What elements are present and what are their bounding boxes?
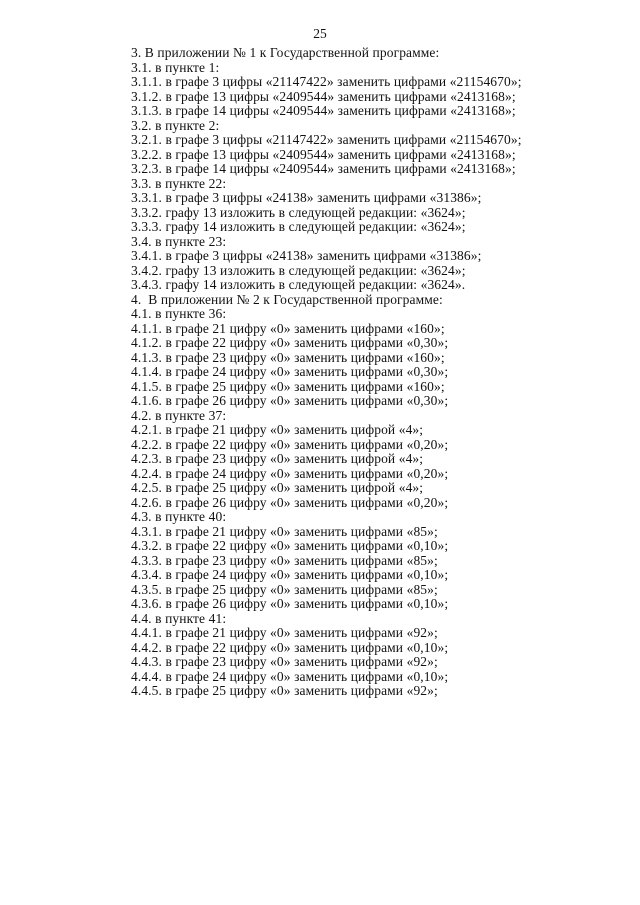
item-3-1-1: 3.1.1. в графе 3 цифры «21147422» заменить цифрами «21154670»;: [131, 74, 522, 89]
item-4-1-2: 4.1.2. в графе 22 цифру «0» заменить цифрами «0,30»;: [131, 335, 449, 350]
item-3-1-3: 3.1.3. в графе 14 цифры «2409544» заменить цифрами «2413168»;: [131, 103, 516, 118]
item-4-1-6: 4.1.6. в графе 26 цифру «0» заменить цифрами «0,30»;: [131, 393, 449, 408]
item-3-3: 3.3. в пункте 22:: [131, 175, 227, 191]
item-3-4-2: 3.4.2. графу 13 изложить в следующей редакции: «3624»;: [131, 262, 466, 278]
item-4-2-4: 4.2.4. в графе 24 цифру «0» заменить цифрами «0,20»;: [131, 465, 449, 481]
item-3-3-1: 3.3.1. в графе 3 цифры «24138» заменить цифрами «31386»;: [131, 190, 482, 205]
item-4-4-3: 4.4.3. в графе 23 цифру «0» заменить цифрами «92»;: [131, 654, 438, 669]
item-3-2: 3.2. в пункте 2:: [131, 117, 220, 133]
section-4-heading: 4. В приложении № 2 к Государственной программе:: [131, 291, 443, 307]
item-4-3-3: 4.3.3. в графе 23 цифру «0» заменить цифрами «85»;: [131, 552, 438, 568]
item-4-4-1: 4.4.1. в графе 21 цифру «0» заменить цифрами «92»;: [131, 625, 438, 640]
section-3-heading: 3. В приложении № 1 к Государственной программе:: [131, 45, 440, 60]
item-4-1-4: 4.1.4. в графе 24 цифру «0» заменить цифрами «0,30»;: [131, 364, 449, 379]
item-3-2-1: 3.2.1. в графе 3 цифры «21147422» заменить цифрами «21154670»;: [131, 132, 522, 147]
item-4-4-2: 4.4.2. в графе 22 цифру «0» заменить цифрами «0,10»;: [131, 639, 449, 655]
item-4-3: 4.3. в пункте 40:: [131, 509, 227, 524]
item-4-1-3: 4.1.3. в графе 23 цифру «0» заменить цифрами «160»;: [131, 349, 445, 365]
item-3-3-3: 3.3.3. графу 14 изложить в следующей редакции: «3624»;: [131, 219, 466, 234]
item-3-2-2: 3.2.2. в графе 13 цифры «2409544» заменить цифрами «2413168»;: [131, 146, 516, 162]
item-4-1: 4.1. в пункте 36:: [131, 306, 227, 321]
item-4-3-6: 4.3.6. в графе 26 цифру «0» заменить цифрами «0,10»;: [131, 596, 449, 611]
item-4-3-1: 4.3.1. в графе 21 цифру «0» заменить цифрами «85»;: [131, 523, 438, 539]
item-4-2-2: 4.2.2. в графе 22 цифру «0» заменить цифрами «0,20»;: [131, 436, 449, 452]
item-3-3-2: 3.3.2. графу 13 изложить в следующей редакции: «3624»;: [131, 204, 466, 220]
page-number: 25: [313, 26, 327, 41]
item-3-1: 3.1. в пункте 1:: [131, 59, 220, 75]
item-4-2-1: 4.2.1. в графе 21 цифру «0» заменить цифрой «4»;: [131, 422, 424, 437]
item-3-4-3: 3.4.3. графу 14 изложить в следующей редакции: «3624».: [131, 277, 466, 292]
item-4-2-3: 4.2.3. в графе 23 цифру «0» заменить цифрой «4»;: [131, 451, 424, 466]
item-4-2-5: 4.2.5. в графе 25 цифру «0» заменить цифрой «4»;: [131, 480, 424, 495]
item-3-1-2: 3.1.2. в графе 13 цифры «2409544» заменить цифрами «2413168»;: [131, 88, 516, 104]
item-3-4-1: 3.4.1. в графе 3 цифры «24138» заменить цифрами «31386»;: [131, 248, 482, 263]
item-4-4-4: 4.4.4. в графе 24 цифру «0» заменить цифрами «0,10»;: [131, 668, 449, 684]
item-4-2: 4.2. в пункте 37:: [131, 407, 227, 423]
item-4-3-2: 4.3.2. в графе 22 цифру «0» заменить цифрами «0,10»;: [131, 538, 449, 553]
document-body: [131, 46, 611, 699]
item-4-2-6: 4.2.6. в графе 26 цифру «0» заменить цифрами «0,20»;: [131, 494, 449, 510]
item-4-1-1: 4.1.1. в графе 21 цифру «0» заменить цифрами «160»;: [131, 320, 445, 336]
item-4-1-5: 4.1.5. в графе 25 цифру «0» заменить цифрами «160»;: [131, 378, 445, 394]
item-4-4: 4.4. в пункте 41:: [131, 610, 227, 626]
item-3-4: 3.4. в пункте 23:: [131, 233, 227, 249]
item-3-2-3: 3.2.3. в графе 14 цифры «2409544» заменить цифрами «2413168»;: [131, 161, 516, 176]
item-4-3-5: 4.3.5. в графе 25 цифру «0» заменить цифрами «85»;: [131, 581, 438, 597]
item-4-4-5: 4.4.5. в графе 25 цифру «0» заменить цифрами «92»;: [131, 683, 438, 698]
item-4-3-4: 4.3.4. в графе 24 цифру «0» заменить цифрами «0,10»;: [131, 567, 449, 582]
